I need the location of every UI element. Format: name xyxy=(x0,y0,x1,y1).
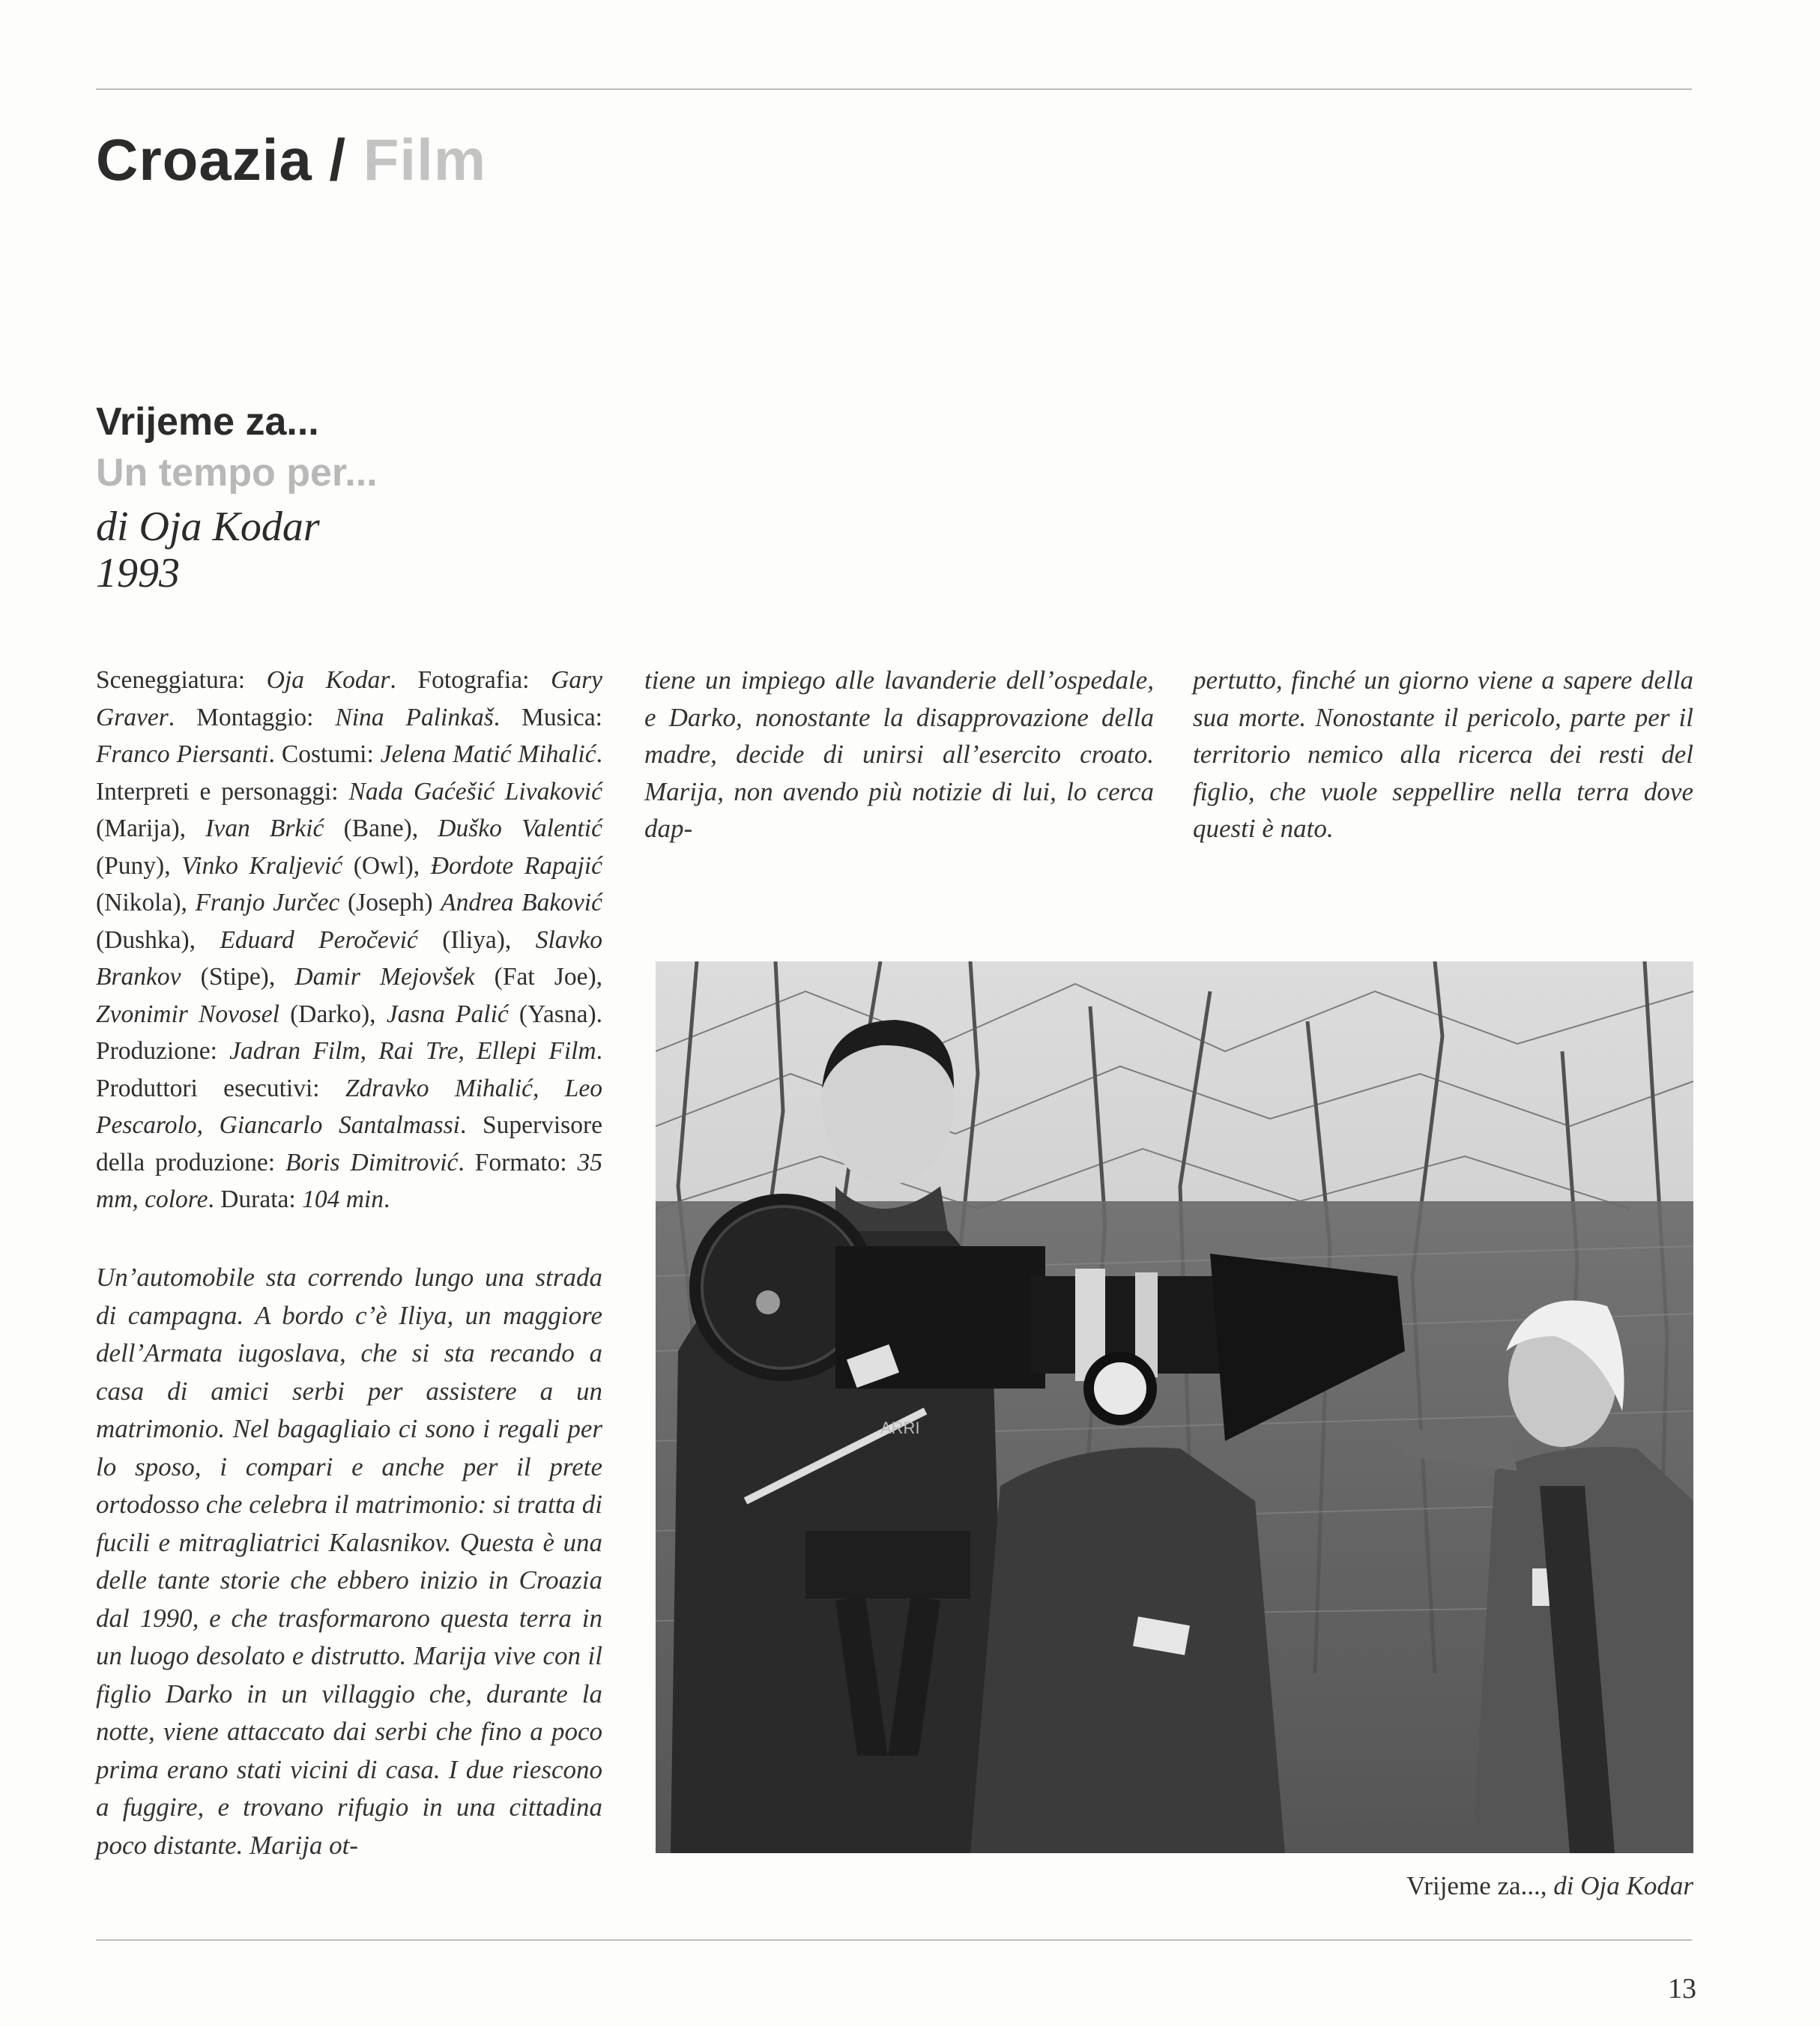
credit-label: . Musica: xyxy=(493,703,602,731)
credit-label: . Produttori esecutivi: xyxy=(96,1037,603,1102)
section-label: Croazia / xyxy=(96,127,347,193)
film-still-illustration xyxy=(656,961,1693,1853)
credit-label: . Montaggio: xyxy=(168,703,336,731)
subsection-label: Film xyxy=(363,127,487,193)
credit-value: Vinko Kraljević xyxy=(181,851,343,880)
credit-value: Damir Mejovšek xyxy=(294,963,475,991)
crew-member-figure xyxy=(970,1448,1285,1853)
credit-label: . Supervisore della produzione: xyxy=(96,1111,602,1176)
credit-value: Franjo Jurčec xyxy=(195,889,340,916)
credit-label: (Stipe), xyxy=(181,963,295,991)
credit-label: (Marija), xyxy=(96,815,206,842)
credit-value: 35 mm, colore xyxy=(96,1148,602,1213)
credit-label: (Nikola), xyxy=(96,889,196,916)
credit-label: . xyxy=(383,1185,390,1213)
credit-label: Sceneggiatura: xyxy=(96,666,267,694)
credits-paragraph xyxy=(96,662,602,1218)
film-still-photo xyxy=(656,961,1693,1853)
credit-value: Jadran Film, Rai Tre, Ellepi Film xyxy=(229,1037,596,1065)
film-author: di Oja Kodar xyxy=(96,504,320,550)
credit-value: Franco Piersanti xyxy=(96,740,269,768)
credit-label: (Fat Joe), xyxy=(474,963,602,991)
credit-value: Oja Kodar xyxy=(266,666,390,694)
credit-value: Zvonimir Novosel xyxy=(96,1000,279,1028)
credit-value: Duško Valentić xyxy=(438,815,602,842)
credit-label: . Durata: xyxy=(208,1185,303,1213)
synopsis-column-1: Un’automobile sta correndo lungo una strada di campagna. A bordo c’è Iliya, un maggiore dell’Armata iugoslava, che si sta recando a casa di amici serbi per assistere a un matrimonio. Nel bagagliaio ci sono i regali per lo sposo, i compari e anche per il prete ortodosso che celebra il matrimonio: si tratta di fucili e mitragliatrici Kalasnikov. Questa è una delle tante storie che ebbero inizio in Croazia dal 1990, e che trasformarono questa terra in un luogo desolato e distrutto. Marija vive con il figlio Darko in un villaggio che, durante la notte, viene attaccato dai serbi che fino a poco prima erano stati vicini di casa. I due riescono a fuggire, e trovano rifugio in una cittadina poco distante. Marija ot- xyxy=(96,1263,602,1860)
credit-label: (Iliya), xyxy=(417,925,536,954)
credit-label: . Fotografia: xyxy=(390,666,551,694)
photo-caption xyxy=(1406,1871,1693,1901)
credit-label: (Puny), xyxy=(96,851,182,880)
credit-label: (Owl), xyxy=(342,851,431,880)
credit-label: (Yasna). Produzione: xyxy=(96,1000,602,1065)
camera-brand: ARRI xyxy=(880,1419,920,1437)
synopsis-column-3: pertutto, finché un giorno viene a sapere della sua morte. Nonostante il pericolo, parte per il territorio nemico alla ricerca dei resti del figlio, che vuole seppellire nella terra dove questi è nato. xyxy=(1193,665,1693,843)
credit-value: Nada Gaćešić Livaković xyxy=(348,777,602,806)
bottom-rule xyxy=(96,1939,1692,1941)
credit-value: Jelena Matić Mihalić xyxy=(380,740,596,768)
credit-value: Ivan Brkić xyxy=(205,815,324,842)
credit-label: (Darko), xyxy=(279,1000,387,1028)
credit-value: Gary Graver xyxy=(96,666,602,731)
credit-value: Đordote Rapajić xyxy=(430,851,602,880)
credit-value: Zdravko Mihalić, Leo Pescarolo, Giancarlo Santalmassi xyxy=(96,1074,602,1139)
credit-value: Andrea Baković xyxy=(441,889,602,916)
credit-label: (Dushka), xyxy=(96,925,220,954)
film-year: 1993 xyxy=(96,550,180,596)
credit-value: Boris Dimitrović xyxy=(285,1148,459,1176)
original-title: Vrijeme za... xyxy=(96,400,319,444)
credit-value: Jasna Palić xyxy=(386,1000,509,1028)
page-number: 13 xyxy=(1668,1973,1696,2005)
top-rule xyxy=(96,88,1692,90)
section-header xyxy=(96,126,486,194)
credit-label: (Bane), xyxy=(324,815,438,842)
credit-value: Eduard Peročević xyxy=(220,925,418,954)
credit-label: . Costumi: xyxy=(268,740,381,768)
caption-author: di Oja Kodar xyxy=(1553,1871,1693,1900)
credit-label: (Joseph) xyxy=(339,889,441,916)
italian-title: Un tempo per... xyxy=(96,451,378,495)
credit-value: Slavko Brankov xyxy=(96,925,602,991)
credit-value: 104 min xyxy=(302,1185,384,1213)
credit-label: . Formato: xyxy=(458,1148,578,1176)
synopsis-column-2: tiene un impiego alle lavanderie dell’ospedale, e Darko, nonostante la disapprovazione della madre, decide di unirsi all’esercito croato. Marija, non avendo più notizie di lui, lo cerca dap- xyxy=(644,665,1154,843)
credit-label: . Interpreti e personaggi: xyxy=(96,740,602,806)
credit-value: Nina Palinkaš xyxy=(335,703,494,731)
caption-title: Vrijeme za..., xyxy=(1406,1871,1547,1900)
film-title-block xyxy=(96,397,710,596)
